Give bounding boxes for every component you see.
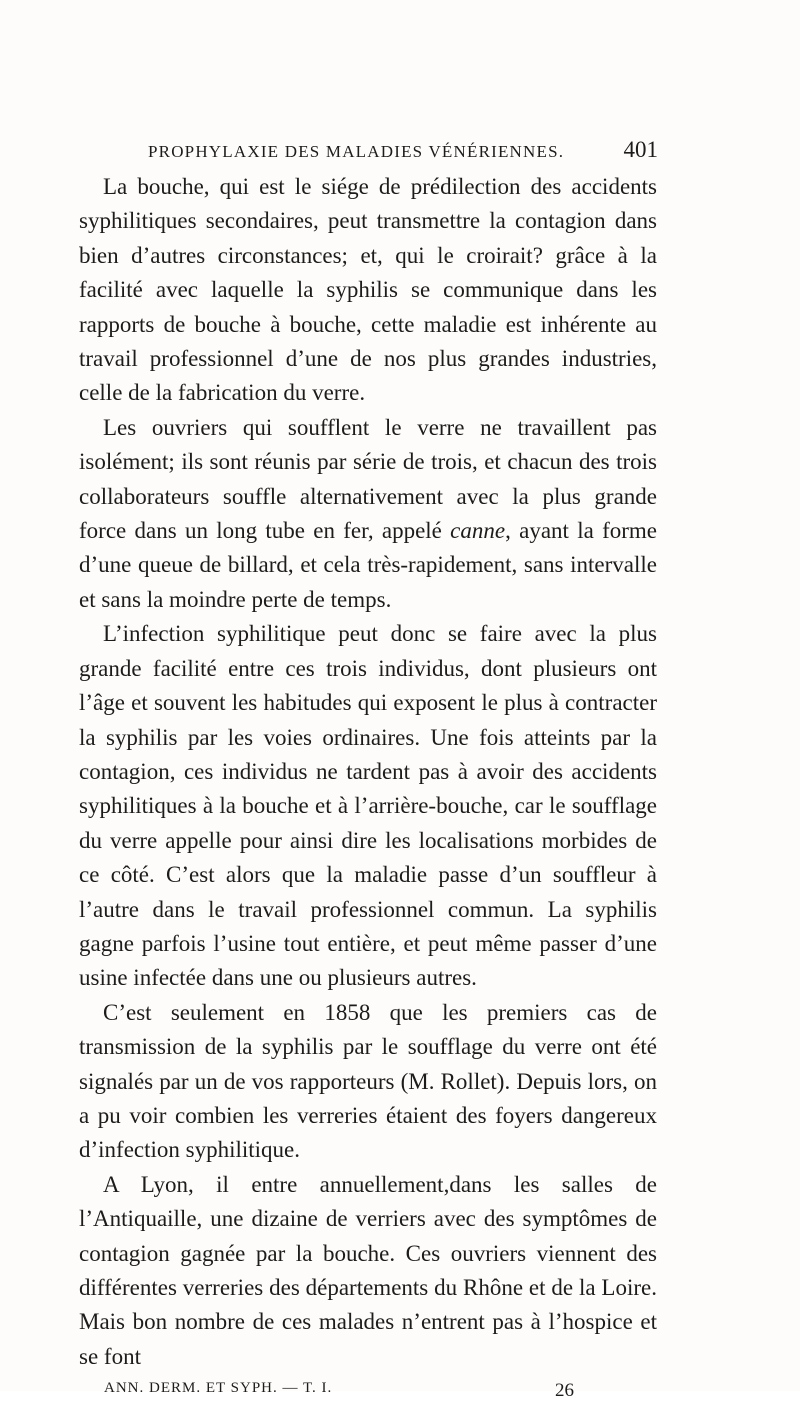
paragraph: C’est seulement en 1858 que les premiers cas de transmission de la syphilis par le soufflage du verre ont été signalés par un de vos rapporteurs (M. Rollet). Depuis lors, on a pu voir combien les verreries étaient des foyers dangereux d’infection syphilitique. — [79, 999, 657, 1163]
body-text — [79, 170, 657, 1374]
paragraph — [79, 411, 657, 617]
page-number: 401 — [623, 137, 658, 162]
journal-reference: ANN. DERM. ET SYPH. — T. I. — [104, 1380, 333, 1396]
page-footer — [104, 1380, 574, 1402]
signature-mark: 26 — [555, 1380, 574, 1401]
running-title: PROPHYLAXIE DES MALADIES VÉNÉRIENNES. — [148, 142, 565, 161]
paragraph-text: , ayant la forme d’une queue de billard, et cela très-rapidement, sans intervalle et sans la moindre perte de temps. — [79, 518, 657, 612]
page-header — [148, 137, 658, 163]
paragraph-text: Les ouvriers qui soufflent le verre ne travaillent pas isolément; ils sont réunis par série de trois, et chacun des trois collaborateurs souffle alternativement avec la plus grande force dans un long tube en fer, appelé — [79, 414, 657, 544]
paragraph: La bouche, qui est le siége de prédilection des accidents syphilitiques secondaires, peut transmettre la contagion dans bien d’autres circonstances; et, qui le croirait? grâce à la facilité avec laquelle la syphilis se communique dans les rapports de bouche à bouche, cette maladie est inhérente au travail professionnel d’une de nos plus grandes industries, celle de la fabrication du verre. — [79, 174, 657, 406]
paragraph: L’infection syphilitique peut donc se faire avec la plus grande facilité entre ces trois individus, dont plusieurs ont l’âge et souvent les habitudes qui exposent le plus à contracter la syphilis par les voies ordinaires. Une fois atteints par la contagion, ces individus ne tardent pas à avoir des accidents syphilitiques à la bouche et à l’arrière-bouche, car le soufflage du verre appelle pour ainsi dire les localisations morbides de ce côté. C’est alors que la maladie passe d’un souffleur à l’autre dans le travail professionnel commun. La syphilis gagne parfois l’usine tout entière, et peut même passer d’une usine infectée dans une ou plusieurs autres. — [79, 621, 657, 991]
paragraph: A Lyon, il entre annuellement,dans les salles de l’Antiquaille, une dizaine de verriers avec des symptômes de contagion gagnée par la bouche. Ces ouvriers viennent des différentes verreries des départements du Rhône et de la Loire. Mais bon nombre de ces malades n’entrent pas à l’hospice et se font — [79, 1171, 657, 1369]
emphasized-term: canne — [450, 518, 506, 544]
